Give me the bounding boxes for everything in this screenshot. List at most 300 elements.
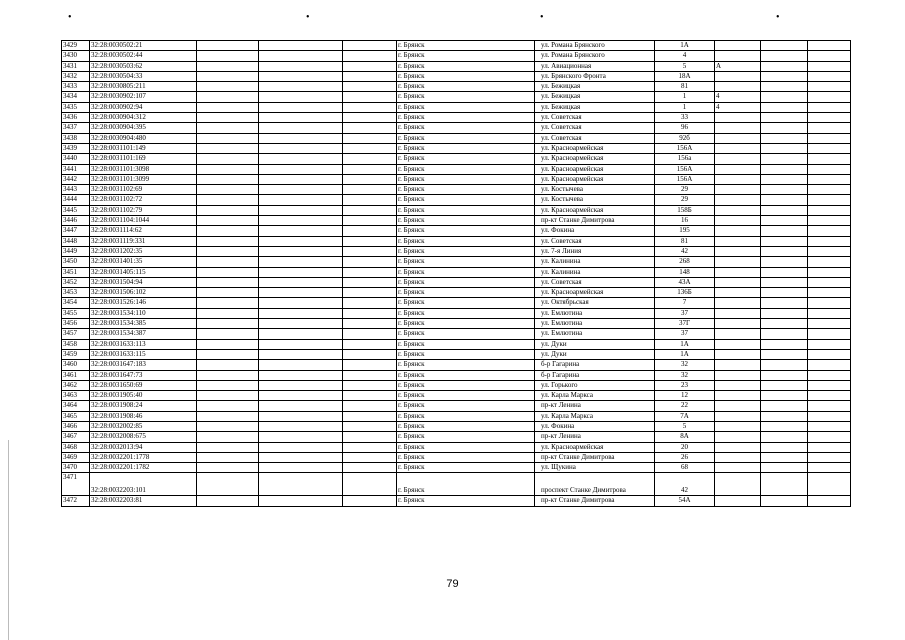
cadastral-number-cell: 32:28:0031633:113 — [90, 339, 197, 349]
empty-cell — [761, 82, 808, 92]
empty-cell — [197, 257, 259, 267]
empty-cell — [761, 349, 808, 359]
table-row — [62, 308, 851, 318]
table-row — [62, 463, 851, 473]
row-number-cell: 3443 — [62, 185, 90, 195]
street-cell: проспект Станке Димитрова — [535, 473, 655, 496]
empty-cell — [808, 123, 851, 133]
cadastral-number-cell: 32:28:0031401:35 — [90, 257, 197, 267]
street-cell: ул. Октябрьская — [535, 298, 655, 308]
building-cell — [715, 370, 761, 380]
empty-cell — [343, 195, 397, 205]
table-row — [62, 277, 851, 287]
house-number-cell: 92б — [655, 133, 715, 143]
city-cell: г. Брянск — [397, 442, 535, 452]
empty-cell — [808, 143, 851, 153]
empty-cell — [808, 113, 851, 123]
empty-cell — [761, 123, 808, 133]
empty-cell — [343, 113, 397, 123]
cadastral-number-cell: 32:28:0031534:385 — [90, 319, 197, 329]
street-cell: б-р Гагарина — [535, 360, 655, 370]
empty-cell — [808, 339, 851, 349]
city-cell: г. Брянск — [397, 370, 535, 380]
empty-cell — [343, 319, 397, 329]
table-row — [62, 267, 851, 277]
empty-cell — [259, 463, 343, 473]
empty-cell — [808, 174, 851, 184]
row-number-cell: 3462 — [62, 380, 90, 390]
empty-cell — [808, 349, 851, 359]
empty-cell — [343, 41, 397, 51]
empty-cell — [259, 174, 343, 184]
table-row — [62, 432, 851, 442]
row-number-cell: 3467 — [62, 432, 90, 442]
empty-cell — [197, 236, 259, 246]
empty-cell — [761, 174, 808, 184]
empty-cell — [343, 143, 397, 153]
house-number-cell: 1 — [655, 102, 715, 112]
empty-cell — [761, 298, 808, 308]
empty-cell — [259, 319, 343, 329]
city-cell: г. Брянск — [397, 133, 535, 143]
row-number-cell: 3452 — [62, 277, 90, 287]
cadastral-number-cell: 32:28:0031647:183 — [90, 360, 197, 370]
row-number-cell: 3435 — [62, 102, 90, 112]
empty-cell — [808, 82, 851, 92]
table-row — [62, 236, 851, 246]
empty-cell — [343, 442, 397, 452]
street-cell: ул. Емлютина — [535, 319, 655, 329]
row-number-cell: 3437 — [62, 123, 90, 133]
empty-cell — [259, 267, 343, 277]
empty-cell — [197, 411, 259, 421]
empty-cell — [259, 298, 343, 308]
building-cell — [715, 236, 761, 246]
table-row — [62, 329, 851, 339]
city-cell: г. Брянск — [397, 319, 535, 329]
empty-cell — [761, 452, 808, 462]
empty-cell — [197, 277, 259, 287]
cadastral-number-cell: 32:28:0031101:169 — [90, 154, 197, 164]
house-number-cell: 156А — [655, 143, 715, 153]
empty-cell — [343, 236, 397, 246]
empty-cell — [761, 195, 808, 205]
empty-cell — [761, 154, 808, 164]
cadastral-number-cell: 32:28:0031202:35 — [90, 246, 197, 256]
cadastral-number-cell: 32:28:0031101:3099 — [90, 174, 197, 184]
empty-cell — [259, 473, 343, 496]
building-cell — [715, 154, 761, 164]
table-row — [62, 257, 851, 267]
table-row — [62, 298, 851, 308]
cadastral-number-cell: 32:28:0030904:312 — [90, 113, 197, 123]
empty-cell — [197, 41, 259, 51]
row-number-cell: 3431 — [62, 61, 90, 71]
row-number-cell: 3438 — [62, 133, 90, 143]
empty-cell — [259, 71, 343, 81]
city-cell: г. Брянск — [397, 339, 535, 349]
city-cell: г. Брянск — [397, 391, 535, 401]
row-number-cell: 3454 — [62, 298, 90, 308]
empty-cell — [761, 92, 808, 102]
street-cell: ул. Авиационная — [535, 61, 655, 71]
empty-cell — [808, 246, 851, 256]
empty-cell — [761, 329, 808, 339]
city-cell: г. Брянск — [397, 185, 535, 195]
empty-cell — [197, 380, 259, 390]
city-cell: г. Брянск — [397, 102, 535, 112]
empty-cell — [197, 143, 259, 153]
empty-cell — [197, 349, 259, 359]
scan-margin-line — [8, 440, 9, 640]
empty-cell — [197, 226, 259, 236]
empty-cell — [761, 51, 808, 61]
empty-cell — [197, 298, 259, 308]
empty-cell — [343, 257, 397, 267]
house-number-cell: 37 — [655, 308, 715, 318]
empty-cell — [197, 82, 259, 92]
city-cell: г. Брянск — [397, 246, 535, 256]
empty-cell — [259, 185, 343, 195]
street-cell: ул. Емлютина — [535, 329, 655, 339]
empty-cell — [761, 463, 808, 473]
cadastral-number-cell: 32:28:0031534:110 — [90, 308, 197, 318]
city-cell: г. Брянск — [397, 452, 535, 462]
empty-cell — [343, 308, 397, 318]
row-number-cell: 3459 — [62, 349, 90, 359]
cadastral-number-cell: 32:28:0031908:24 — [90, 401, 197, 411]
building-cell — [715, 226, 761, 236]
empty-cell — [197, 360, 259, 370]
building-cell — [715, 82, 761, 92]
street-cell: ул. Карла Маркса — [535, 411, 655, 421]
row-number-cell: 3469 — [62, 452, 90, 462]
empty-cell — [343, 102, 397, 112]
empty-cell — [343, 452, 397, 462]
empty-cell — [197, 113, 259, 123]
street-cell: ул. Карла Маркса — [535, 391, 655, 401]
building-cell — [715, 113, 761, 123]
empty-cell — [259, 82, 343, 92]
city-cell: г. Брянск — [397, 143, 535, 153]
street-cell: ул. Бежицкая — [535, 92, 655, 102]
city-cell: г. Брянск — [397, 236, 535, 246]
table-row — [62, 452, 851, 462]
house-number-cell: 32 — [655, 370, 715, 380]
house-number-cell: 32 — [655, 360, 715, 370]
empty-cell — [343, 391, 397, 401]
empty-cell — [343, 185, 397, 195]
cadastral-number-cell: 32:28:0030902:107 — [90, 92, 197, 102]
empty-cell — [343, 349, 397, 359]
table-row — [62, 61, 851, 71]
building-cell: А — [715, 61, 761, 71]
empty-cell — [761, 473, 808, 496]
house-number-cell: 7А — [655, 411, 715, 421]
street-cell: ул. Красноармейская — [535, 164, 655, 174]
empty-cell — [197, 473, 259, 496]
empty-cell — [343, 411, 397, 421]
building-cell — [715, 411, 761, 421]
house-number-cell: 81 — [655, 236, 715, 246]
house-number-cell: 268 — [655, 257, 715, 267]
street-cell: ул. Советская — [535, 123, 655, 133]
street-cell: ул. Брянского Фронта — [535, 71, 655, 81]
house-number-cell: 12 — [655, 391, 715, 401]
house-number-cell: 22 — [655, 401, 715, 411]
building-cell — [715, 432, 761, 442]
street-cell: ул. Костычева — [535, 185, 655, 195]
house-number-cell: 54А — [655, 496, 715, 506]
empty-cell — [343, 216, 397, 226]
empty-cell — [259, 329, 343, 339]
empty-cell — [259, 164, 343, 174]
empty-cell — [808, 216, 851, 226]
empty-cell — [808, 308, 851, 318]
table-row — [62, 360, 851, 370]
empty-cell — [197, 216, 259, 226]
house-number-cell: 148 — [655, 267, 715, 277]
empty-cell — [761, 236, 808, 246]
building-cell — [715, 143, 761, 153]
table-row — [62, 421, 851, 431]
city-cell: г. Брянск — [397, 71, 535, 81]
empty-cell — [808, 319, 851, 329]
street-cell: ул. 7-я Линия — [535, 246, 655, 256]
house-number-cell: 42 — [655, 246, 715, 256]
table-row — [62, 473, 851, 496]
empty-cell — [808, 164, 851, 174]
empty-cell — [259, 154, 343, 164]
empty-cell — [343, 339, 397, 349]
building-cell — [715, 288, 761, 298]
empty-cell — [259, 205, 343, 215]
empty-cell — [808, 154, 851, 164]
empty-cell — [197, 432, 259, 442]
page-number: 79 — [446, 578, 459, 590]
empty-cell — [259, 432, 343, 442]
city-cell: г. Брянск — [397, 174, 535, 184]
table-row — [62, 41, 851, 51]
empty-cell — [761, 133, 808, 143]
building-cell — [715, 339, 761, 349]
empty-cell — [761, 61, 808, 71]
empty-cell — [197, 267, 259, 277]
house-number-cell: 158Б — [655, 205, 715, 215]
empty-cell — [259, 257, 343, 267]
empty-cell — [197, 154, 259, 164]
building-cell — [715, 360, 761, 370]
empty-cell — [197, 308, 259, 318]
empty-cell — [808, 195, 851, 205]
empty-cell — [808, 41, 851, 51]
street-cell: пр-кт Станке Димитрова — [535, 452, 655, 462]
empty-cell — [197, 452, 259, 462]
row-number-cell: 3440 — [62, 154, 90, 164]
table-row — [62, 92, 851, 102]
city-cell: г. Брянск — [397, 113, 535, 123]
empty-cell — [197, 92, 259, 102]
empty-cell — [197, 102, 259, 112]
empty-cell — [761, 143, 808, 153]
city-cell: г. Брянск — [397, 401, 535, 411]
street-cell: ул. Красноармейская — [535, 154, 655, 164]
empty-cell — [761, 226, 808, 236]
empty-cell — [197, 246, 259, 256]
empty-cell — [197, 421, 259, 431]
row-number-cell: 3458 — [62, 339, 90, 349]
table-row — [62, 411, 851, 421]
cadastral-number-cell: 32:28:0032013:94 — [90, 442, 197, 452]
street-cell: ул. Советская — [535, 133, 655, 143]
empty-cell — [197, 185, 259, 195]
street-cell: ул. Костычева — [535, 195, 655, 205]
empty-cell — [343, 61, 397, 71]
table-row — [62, 380, 851, 390]
city-cell: г. Брянск — [397, 226, 535, 236]
empty-cell — [808, 370, 851, 380]
row-number-cell: 3444 — [62, 195, 90, 205]
empty-cell — [259, 41, 343, 51]
street-cell: ул. Фокина — [535, 421, 655, 431]
empty-cell — [259, 123, 343, 133]
house-number-cell: 156А — [655, 164, 715, 174]
row-number-cell: 3463 — [62, 391, 90, 401]
building-cell — [715, 308, 761, 318]
row-number-cell: 3471 — [62, 473, 90, 496]
street-cell: ул. Красноармейская — [535, 288, 655, 298]
house-number-cell: 195 — [655, 226, 715, 236]
building-cell — [715, 216, 761, 226]
cadastral-number-cell: 32:28:0031101:149 — [90, 143, 197, 153]
empty-cell — [259, 246, 343, 256]
cadastral-number-cell: 32:28:0030805:211 — [90, 82, 197, 92]
cadastral-number-cell: 32:28:0031102:79 — [90, 205, 197, 215]
row-number-cell: 3468 — [62, 442, 90, 452]
table-row — [62, 82, 851, 92]
row-number-cell: 3470 — [62, 463, 90, 473]
empty-cell — [197, 288, 259, 298]
street-cell: ул. Калинина — [535, 267, 655, 277]
house-number-cell: 156А — [655, 174, 715, 184]
empty-cell — [808, 442, 851, 452]
empty-cell — [259, 370, 343, 380]
cadastral-number-cell: 32:28:0032203:81 — [90, 496, 197, 506]
punch-mark: • — [776, 12, 780, 23]
building-cell — [715, 496, 761, 506]
empty-cell — [259, 421, 343, 431]
city-cell: г. Брянск — [397, 205, 535, 215]
empty-cell — [343, 421, 397, 431]
cadastral-number-cell: 32:28:0031101:3098 — [90, 164, 197, 174]
cadastral-number-cell: 32:28:0031405:115 — [90, 267, 197, 277]
empty-cell — [259, 360, 343, 370]
empty-cell — [343, 496, 397, 506]
empty-cell — [197, 174, 259, 184]
empty-cell — [259, 216, 343, 226]
house-number-cell: 4 — [655, 51, 715, 61]
empty-cell — [761, 496, 808, 506]
street-cell: ул. Красноармейская — [535, 143, 655, 153]
building-cell — [715, 71, 761, 81]
punch-mark: • — [68, 12, 72, 23]
building-cell — [715, 349, 761, 359]
city-cell: г. Брянск — [397, 288, 535, 298]
house-number-cell: 5 — [655, 61, 715, 71]
empty-cell — [761, 421, 808, 431]
cadastral-number-cell: 32:28:0031506:102 — [90, 288, 197, 298]
empty-cell — [259, 226, 343, 236]
empty-cell — [197, 496, 259, 506]
street-cell: ул. Советская — [535, 113, 655, 123]
building-cell — [715, 473, 761, 496]
empty-cell — [197, 133, 259, 143]
house-number-cell: 33 — [655, 113, 715, 123]
empty-cell — [761, 71, 808, 81]
cadastral-number-cell: 32:28:0032201:1782 — [90, 463, 197, 473]
house-number-cell: 68 — [655, 463, 715, 473]
empty-cell — [808, 463, 851, 473]
table-row — [62, 391, 851, 401]
empty-cell — [808, 277, 851, 287]
empty-cell — [259, 133, 343, 143]
empty-cell — [343, 71, 397, 81]
row-number-cell: 3442 — [62, 174, 90, 184]
building-cell — [715, 51, 761, 61]
empty-cell — [808, 391, 851, 401]
row-number-cell: 3472 — [62, 496, 90, 506]
cadastral-number-cell: 32:28:0030504:33 — [90, 71, 197, 81]
city-cell: г. Брянск — [397, 411, 535, 421]
empty-cell — [761, 308, 808, 318]
row-number-cell: 3464 — [62, 401, 90, 411]
table-row — [62, 205, 851, 215]
empty-cell — [259, 92, 343, 102]
street-cell: ул. Калинина — [535, 257, 655, 267]
street-cell: ул. Бежицкая — [535, 102, 655, 112]
table-row — [62, 226, 851, 236]
empty-cell — [197, 71, 259, 81]
street-cell: ул. Фокина — [535, 226, 655, 236]
table-row — [62, 51, 851, 61]
empty-cell — [343, 329, 397, 339]
empty-cell — [197, 463, 259, 473]
empty-cell — [343, 164, 397, 174]
empty-cell — [761, 411, 808, 421]
cadastral-number-cell: 32:28:0032201:1778 — [90, 452, 197, 462]
empty-cell — [808, 236, 851, 246]
cadastral-number-cell: 32:28:0031647:73 — [90, 370, 197, 380]
empty-cell — [808, 133, 851, 143]
empty-cell — [197, 329, 259, 339]
building-cell: 4 — [715, 102, 761, 112]
row-number-cell: 3429 — [62, 41, 90, 51]
row-number-cell: 3453 — [62, 288, 90, 298]
empty-cell — [808, 71, 851, 81]
empty-cell — [761, 360, 808, 370]
house-number-cell: 43А — [655, 277, 715, 287]
empty-cell — [808, 329, 851, 339]
empty-cell — [808, 380, 851, 390]
empty-cell — [197, 339, 259, 349]
table-row — [62, 370, 851, 380]
empty-cell — [259, 143, 343, 153]
empty-cell — [761, 164, 808, 174]
empty-cell — [761, 102, 808, 112]
empty-cell — [808, 432, 851, 442]
row-number-cell: 3455 — [62, 308, 90, 318]
cadastral-number-cell: 32:28:0031119:331 — [90, 236, 197, 246]
